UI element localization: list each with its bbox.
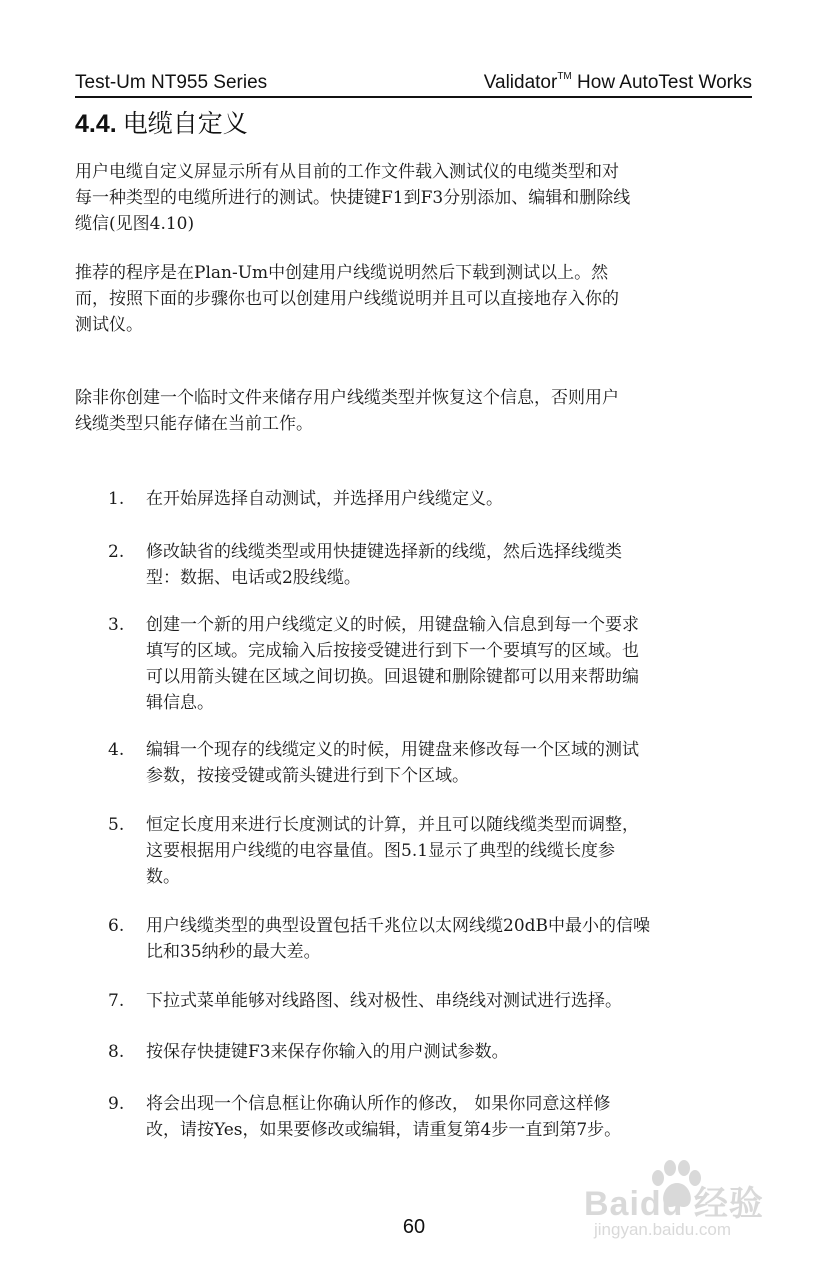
list-item-text <box>146 1039 758 1065</box>
list-item-number: 7. <box>108 991 125 1011</box>
header-chapter-rest: How AutoTest Works <box>571 72 752 93</box>
header-chapter-brand: Validator <box>483 72 558 93</box>
paragraph-line: 线缆类型只能存储在当前工作。 <box>75 414 313 434</box>
list-item-line: 修改缺省的线缆类型或用快捷键选择新的线缆，然后选择线缆类 <box>146 542 622 562</box>
list-item-line: 填写的区域。完成输入后按接受键进行到下一个要填写的区域。也 <box>146 641 639 661</box>
list-item-line: 将会出现一个信息框让你确认所作的修改， 如果你同意这样修 <box>146 1094 611 1114</box>
list-item-number: 8. <box>108 1042 125 1062</box>
paragraph-line: 推荐的程序是在Plan-Um中创建用户线缆说明然后下载到测试以上。然 <box>75 263 609 283</box>
header-chapter-title <box>484 72 752 94</box>
list-item-line: 参数，按接受键或箭头键进行到下个区域。 <box>146 766 469 786</box>
section-title: 电缆自定义 <box>122 109 248 138</box>
paragraph-recommendation <box>75 260 755 338</box>
list-item-number: 4. <box>108 740 125 760</box>
list-item-number: 1. <box>108 489 125 509</box>
list-item-line: 辑信息。 <box>146 693 214 713</box>
list-item-text <box>146 612 758 716</box>
header-divider <box>75 96 752 98</box>
section-number: 4.4. <box>75 110 117 138</box>
list-item-number: 2. <box>108 542 125 562</box>
list-item-text <box>146 913 758 965</box>
list-item-line: 创建一个新的用户线缆定义的时候，用键盘输入信息到每一个要求 <box>146 615 639 635</box>
paragraph-line: 而，按照下面的步骤你也可以创建用户线缆说明并且可以直接地存入你的 <box>75 289 619 309</box>
list-item-line: 改，请按Yes，如果要修改或编辑，请重复第4步一直到第7步。 <box>146 1120 622 1140</box>
list-item-number: 3. <box>108 615 125 635</box>
list-item-text <box>146 1091 758 1143</box>
list-item-line: 这要根据用户线缆的电容量值。图5.1显示了典型的线缆长度参 <box>146 841 616 861</box>
trademark-mark: TM <box>557 70 572 82</box>
paragraph-line: 用户电缆自定义屏显示所有从目前的工作文件载入测试仪的电缆类型和对 <box>75 162 619 182</box>
watermark-url: jingyan.baidu.com <box>594 1220 732 1239</box>
paragraph-line: 缆信(见图4.10) <box>75 214 195 234</box>
list-item-line: 比和35纳秒的最大差。 <box>146 942 321 962</box>
list-item-text <box>146 737 758 789</box>
list-item-line: 编辑一个现存的线缆定义的时候，用键盘来修改每一个区域的测试 <box>146 740 639 760</box>
list-item-line: 恒定长度用来进行长度测试的计算，并且可以随线缆类型而调整， <box>146 815 639 835</box>
list-item-number: 6. <box>108 916 125 936</box>
paragraph-line: 除非你创建一个临时文件来储存用户线缆类型并恢复这个信息，否则用户 <box>75 388 619 408</box>
list-item-number: 9. <box>108 1094 125 1114</box>
list-item-line: 用户线缆类型的典型设置包括千兆位以太网线缆20dB中最小的信噪 <box>146 916 651 936</box>
section-heading <box>75 108 248 140</box>
paragraph-line: 测试仪。 <box>75 315 143 335</box>
list-item-line: 在开始屏选择自动测试，并选择用户线缆定义。 <box>146 489 503 509</box>
list-item-text <box>146 486 758 512</box>
list-item-line: 数。 <box>146 867 180 887</box>
paragraph-intro <box>75 159 755 237</box>
list-item-line: 下拉式菜单能够对线路图、线对极性、串绕线对测试进行选择。 <box>146 991 622 1011</box>
list-item-text <box>146 539 758 591</box>
watermark-brand: Baidu 经验 <box>584 1185 764 1223</box>
page-number: 60 <box>402 1216 426 1238</box>
list-item-line: 型：数据、电话或2股线缆。 <box>146 568 361 588</box>
list-item-line: 按保存快捷键F3来保存你输入的用户测试参数。 <box>146 1042 509 1062</box>
page-header <box>75 70 752 96</box>
paragraph-line: 每一种类型的电缆所进行的测试。快捷键F1到F3分别添加、编辑和删除线 <box>75 188 631 208</box>
header-product-name: Test-Um NT955 Series <box>75 72 268 93</box>
list-item-number: 5. <box>108 815 125 835</box>
baidu-watermark <box>584 1158 794 1244</box>
list-item-text <box>146 988 758 1014</box>
list-item-text <box>146 812 758 890</box>
list-item-line: 可以用箭头键在区域之间切换。回退键和删除键都可以用来帮助编 <box>146 667 639 687</box>
paragraph-storage-note <box>75 385 755 437</box>
